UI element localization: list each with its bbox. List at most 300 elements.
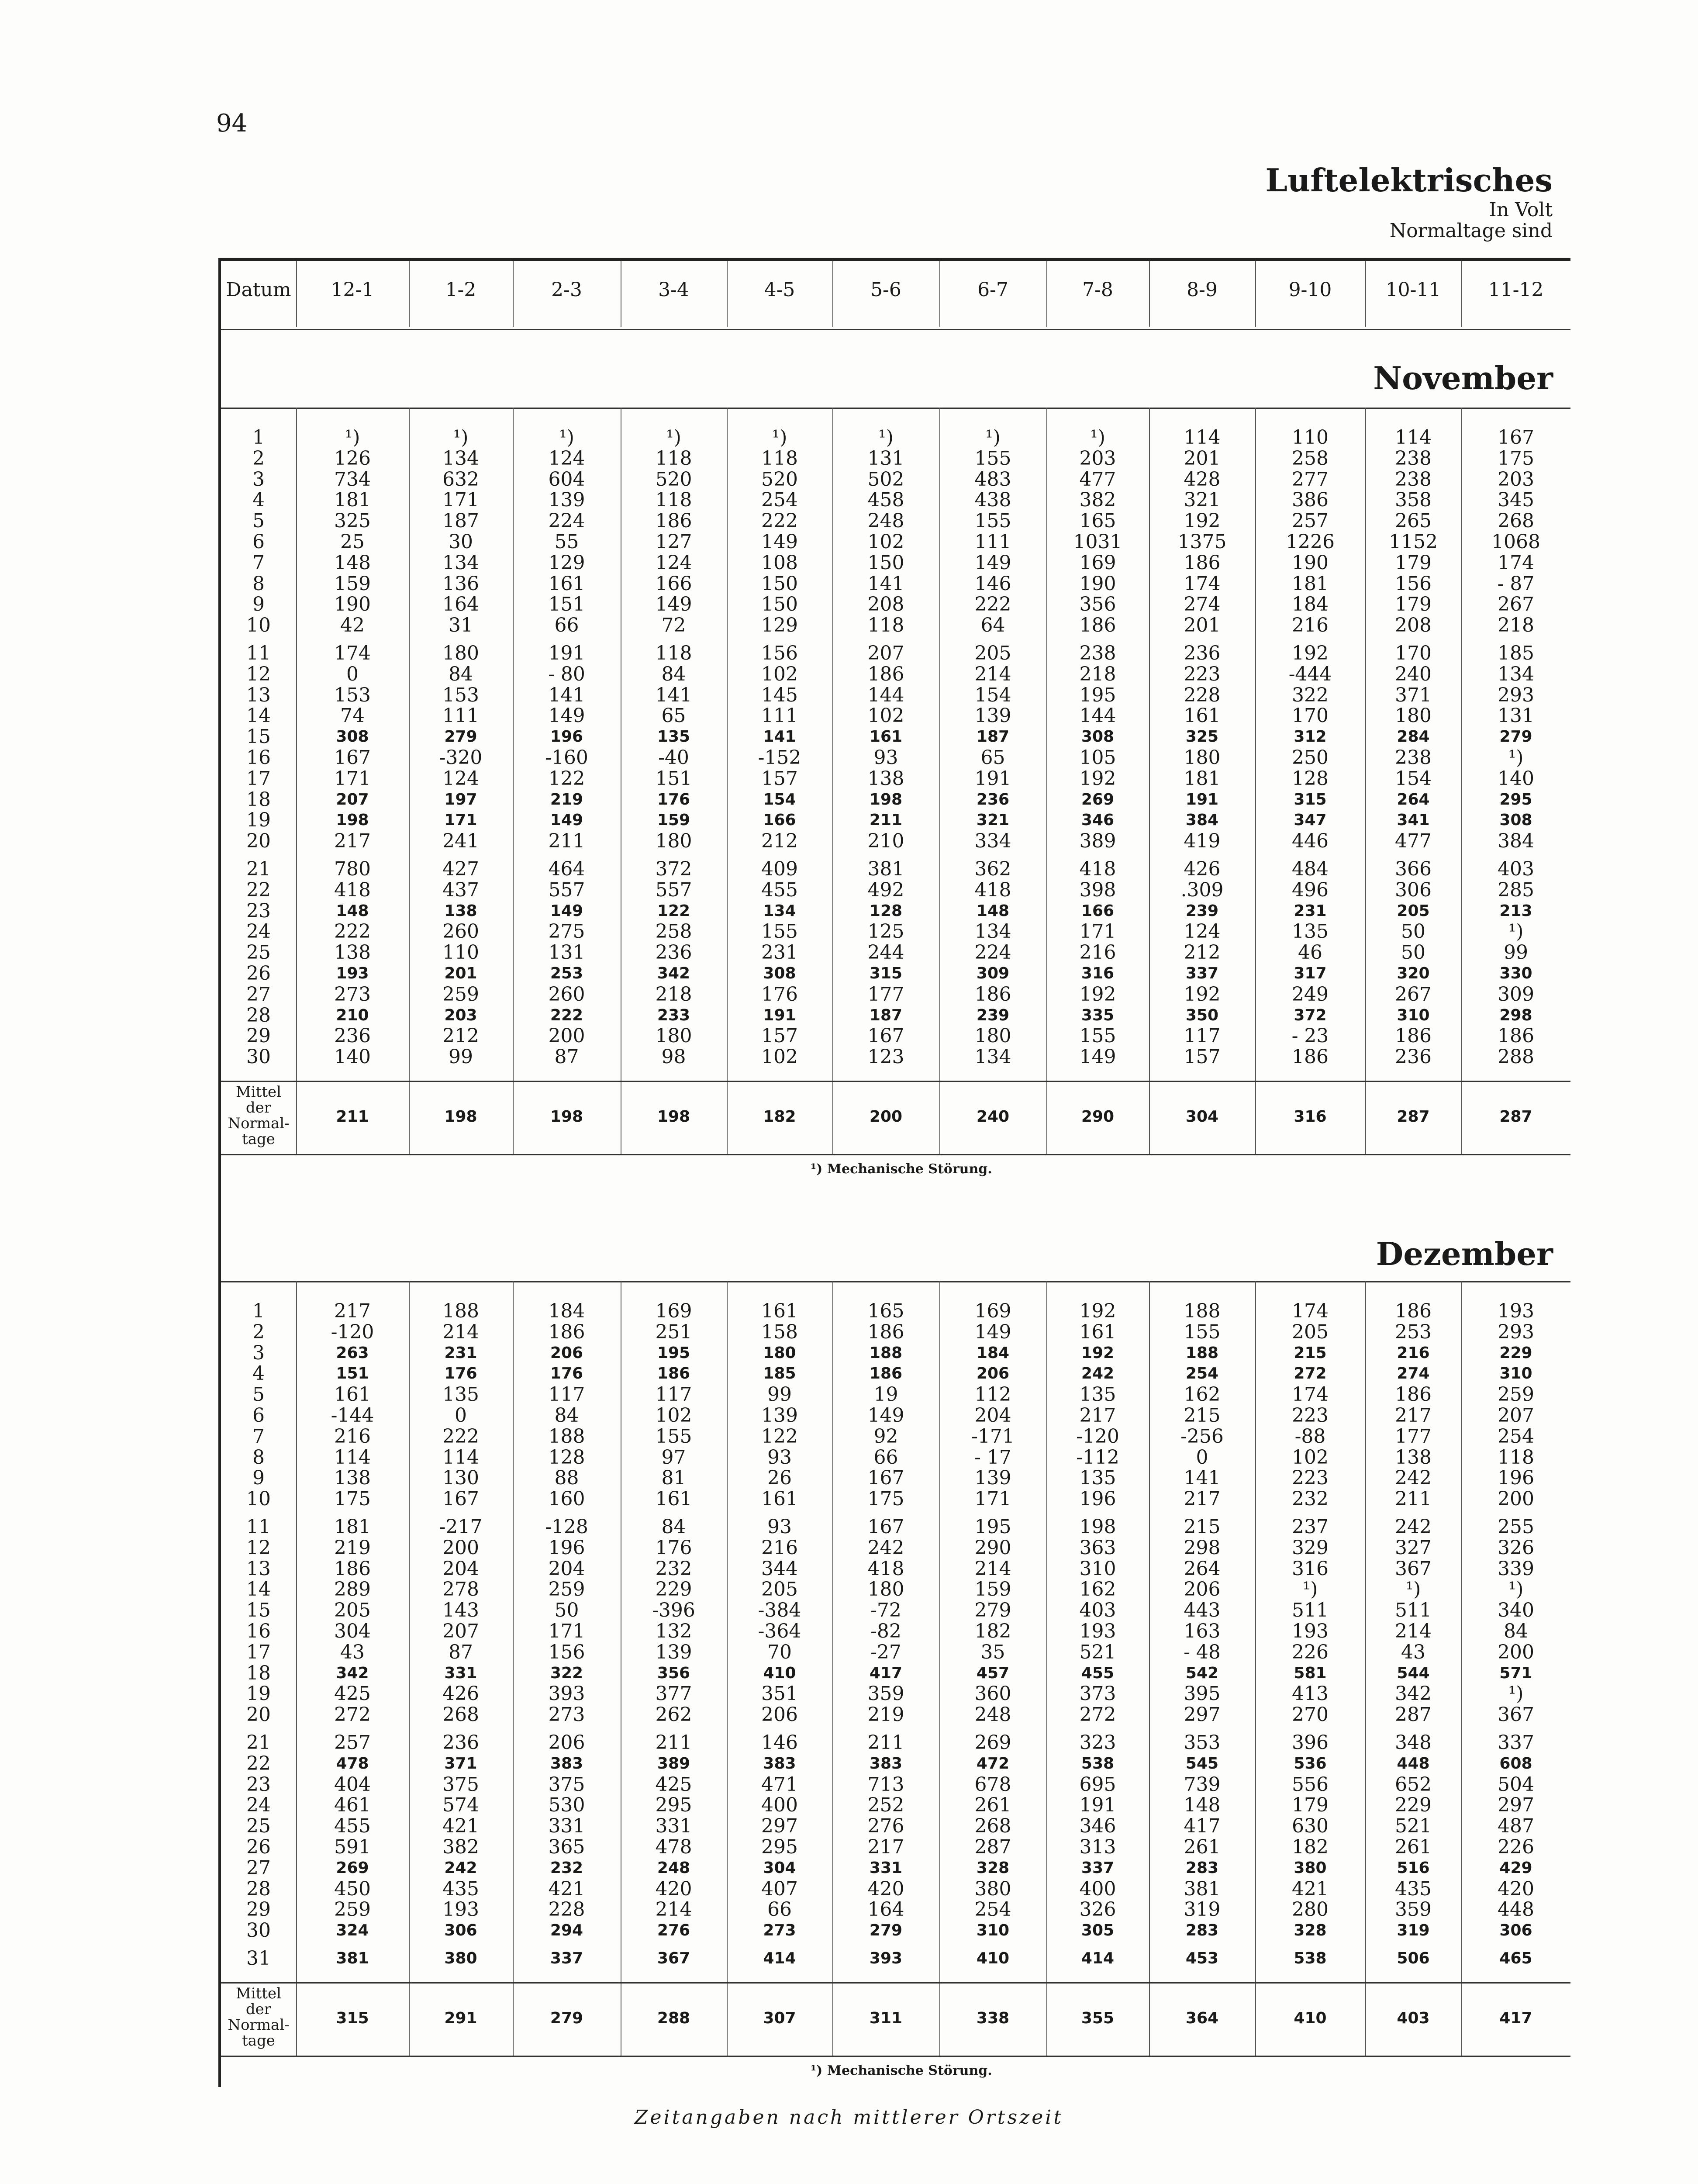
average-value: 200 xyxy=(869,1108,903,1126)
table-cell: 153 xyxy=(334,684,371,706)
table-cell: 128 xyxy=(1292,767,1329,790)
table-cell: 253 xyxy=(550,964,583,982)
table-cell: 124 xyxy=(442,767,479,790)
table-cell: 35 xyxy=(980,1641,1005,1663)
table-cell: 269 xyxy=(1081,790,1115,809)
table-cell: 239 xyxy=(976,1006,1010,1024)
day-label: 20 xyxy=(246,1704,271,1726)
day-label: 24 xyxy=(246,920,271,943)
day-label: 9 xyxy=(252,593,265,616)
table-cell: 25 xyxy=(340,531,365,553)
table-cell: 141 xyxy=(763,728,796,746)
table-cell: 308 xyxy=(763,964,796,982)
table-cell: 320 xyxy=(1397,964,1430,982)
table-cell: 389 xyxy=(657,1754,690,1773)
table-cell: 229 xyxy=(1499,1344,1532,1362)
table-cell: 204 xyxy=(548,1557,585,1580)
table-cell: 145 xyxy=(761,684,798,706)
table-cell: 217 xyxy=(1079,1404,1116,1427)
day-label: 4 xyxy=(252,1362,265,1385)
table-cell: 237 xyxy=(1292,1516,1329,1538)
table-cell: 264 xyxy=(1184,1557,1221,1580)
table-cell: 206 xyxy=(1184,1578,1221,1601)
average-value: 315 xyxy=(336,2009,369,2027)
table-cell: 344 xyxy=(761,1557,798,1580)
table-cell: 228 xyxy=(548,1898,585,1921)
table-cell: 211 xyxy=(1395,1488,1432,1510)
table-cell: 425 xyxy=(655,1773,692,1796)
column-divider xyxy=(1046,408,1047,1155)
table-cell: 186 xyxy=(1395,1025,1432,1047)
table-cell: 581 xyxy=(1294,1664,1327,1682)
table-cell: 353 xyxy=(1184,1731,1221,1754)
table-cell: ¹) xyxy=(1508,1683,1524,1705)
table-cell: -82 xyxy=(870,1620,901,1642)
table-cell: 174 xyxy=(334,642,371,664)
table-cell: 288 xyxy=(1498,1046,1534,1068)
table-cell: 180 xyxy=(763,1344,796,1362)
table-cell: 111 xyxy=(442,705,479,727)
table-cell: 134 xyxy=(974,1046,1011,1068)
average-value: 211 xyxy=(336,1108,369,1126)
table-cell: 19 xyxy=(873,1383,898,1406)
table-cell: -171 xyxy=(971,1425,1015,1448)
table-cell: ¹) xyxy=(772,426,787,449)
table-cell: 84 xyxy=(661,1516,686,1538)
table-cell: 156 xyxy=(548,1641,585,1663)
table-cell: 295 xyxy=(1499,790,1532,809)
table-cell: 141 xyxy=(867,572,904,595)
table-cell: 381 xyxy=(867,858,904,880)
table-cell: 43 xyxy=(340,1641,365,1663)
table-cell: 331 xyxy=(655,1815,692,1838)
month-title: Dezember xyxy=(1376,1235,1553,1272)
table-cell: 193 xyxy=(1498,1300,1534,1322)
table-cell: 135 xyxy=(1079,1383,1116,1406)
table-cell: 140 xyxy=(334,1046,371,1068)
table-cell: 167 xyxy=(1498,426,1534,449)
table-cell: ¹) xyxy=(345,426,360,449)
table-cell: 248 xyxy=(867,510,904,532)
table-cell: 254 xyxy=(761,489,798,511)
table-cell: 465 xyxy=(1499,1949,1532,1967)
table-cell: 180 xyxy=(867,1578,904,1601)
table-cell: 273 xyxy=(763,1921,796,1940)
table-cell: 217 xyxy=(1395,1404,1432,1427)
table-cell: 417 xyxy=(869,1664,903,1682)
table-cell: - 17 xyxy=(974,1446,1011,1469)
table-cell: 200 xyxy=(442,1536,479,1559)
average-value: 198 xyxy=(550,1108,583,1126)
table-cell: 201 xyxy=(444,964,477,982)
table-cell: 236 xyxy=(655,941,692,964)
average-top-rule xyxy=(221,1081,1570,1082)
table-cell: 182 xyxy=(974,1620,1011,1642)
day-label: 22 xyxy=(246,1752,271,1775)
table-cell: 155 xyxy=(974,447,1011,470)
table-cell: 157 xyxy=(761,767,798,790)
table-cell: 223 xyxy=(1292,1404,1329,1427)
table-cell: 186 xyxy=(657,1365,690,1383)
day-label: 9 xyxy=(252,1467,265,1489)
table-cell: 380 xyxy=(444,1949,477,1967)
table-cell: 346 xyxy=(1081,811,1115,829)
table-cell: 128 xyxy=(869,902,903,920)
table-cell: 93 xyxy=(767,1446,792,1469)
table-cell: -144 xyxy=(331,1404,374,1427)
table-cell: 186 xyxy=(974,983,1011,1006)
table-cell: 170 xyxy=(1292,705,1329,727)
table-cell: 207 xyxy=(867,642,904,664)
table-cell: 304 xyxy=(763,1859,796,1877)
table-cell: 341 xyxy=(1397,811,1430,829)
table-cell: 111 xyxy=(974,531,1011,553)
table-cell: 200 xyxy=(1498,1641,1534,1663)
table-cell: 204 xyxy=(974,1404,1011,1427)
table-cell: 117 xyxy=(655,1383,692,1406)
table-cell: 146 xyxy=(974,572,1011,595)
table-cell: 287 xyxy=(974,1836,1011,1858)
table-cell: 180 xyxy=(1395,705,1432,727)
table-cell: 72 xyxy=(661,614,686,637)
table-cell: 295 xyxy=(761,1836,798,1858)
table-cell: 297 xyxy=(1498,1794,1534,1817)
table-cell: 461 xyxy=(334,1794,371,1817)
table-cell: 326 xyxy=(1079,1898,1116,1921)
table-cell: 393 xyxy=(548,1683,585,1705)
table-cell: 574 xyxy=(442,1794,479,1817)
day-label: 21 xyxy=(246,858,271,880)
table-cell: 212 xyxy=(442,1025,479,1047)
table-cell: 31 xyxy=(449,614,473,637)
table-cell: 181 xyxy=(1184,767,1221,790)
table-cell: 375 xyxy=(548,1773,585,1796)
table-cell: 287 xyxy=(1395,1704,1432,1726)
average-value: 287 xyxy=(1499,1108,1532,1126)
table-cell: 203 xyxy=(444,1006,477,1024)
table-cell: 222 xyxy=(550,1006,583,1024)
table-cell: 144 xyxy=(867,684,904,706)
column-header-hour: 2-3 xyxy=(551,279,582,301)
table-cell: 279 xyxy=(974,1599,1011,1622)
table-cell: 410 xyxy=(976,1949,1010,1967)
table-cell: 171 xyxy=(548,1620,585,1642)
table-cell: 138 xyxy=(444,902,477,920)
average-label: Normal- xyxy=(228,1115,290,1132)
table-cell: 117 xyxy=(548,1383,585,1406)
table-cell: 191 xyxy=(974,767,1011,790)
table-cell: 124 xyxy=(1184,920,1221,943)
table-cell: 328 xyxy=(976,1859,1010,1877)
table-cell: 179 xyxy=(1292,1794,1329,1817)
table-cell: 188 xyxy=(1184,1300,1221,1322)
table-cell: 98 xyxy=(661,1046,686,1068)
table-cell: 283 xyxy=(1185,1921,1219,1940)
table-cell: 695 xyxy=(1079,1773,1116,1796)
column-divider xyxy=(296,1281,297,2056)
table-cell: 317 xyxy=(1294,964,1327,982)
table-cell: 30 xyxy=(449,531,473,553)
table-cell: 114 xyxy=(1184,426,1221,449)
table-cell: 206 xyxy=(550,1344,583,1362)
table-cell: 308 xyxy=(1081,728,1115,746)
table-cell: -256 xyxy=(1180,1425,1224,1448)
table-cell: 383 xyxy=(869,1754,903,1773)
table-cell: 267 xyxy=(1395,983,1432,1006)
day-label: 5 xyxy=(252,1383,265,1406)
table-cell: 186 xyxy=(1395,1300,1432,1322)
table-cell: 46 xyxy=(1298,941,1322,964)
table-cell: 248 xyxy=(657,1859,690,1877)
table-cell: 366 xyxy=(1395,858,1432,880)
table-cell: 290 xyxy=(974,1536,1011,1559)
table-cell: 149 xyxy=(867,1404,904,1427)
table-cell: 187 xyxy=(976,728,1010,746)
column-header-hour: 1-2 xyxy=(445,279,476,301)
table-cell: 254 xyxy=(1185,1365,1219,1383)
table-cell: 87 xyxy=(449,1641,473,1663)
table-cell: 200 xyxy=(548,1025,585,1047)
table-cell: 345 xyxy=(1498,489,1534,511)
table-cell: 418 xyxy=(867,1557,904,1580)
column-header-hour: 12-1 xyxy=(331,279,374,301)
table-cell: 154 xyxy=(763,790,796,809)
footer-note: Zeitangaben nach mittlerer Ortszeit xyxy=(634,2106,1064,2129)
day-label: 12 xyxy=(246,663,271,685)
column-divider xyxy=(513,1281,514,2056)
day-label: 28 xyxy=(246,1004,271,1026)
table-cell: 242 xyxy=(1081,1365,1115,1383)
table-cell: 212 xyxy=(1184,941,1221,964)
table-cell: 102 xyxy=(867,531,904,553)
table-cell: 154 xyxy=(1395,767,1432,790)
table-cell: 42 xyxy=(340,614,365,637)
table-cell: ¹) xyxy=(1508,920,1524,943)
table-cell: ¹) xyxy=(1302,1578,1318,1601)
table-cell: 339 xyxy=(1498,1557,1534,1580)
table-cell: 162 xyxy=(1184,1383,1221,1406)
table-cell: 138 xyxy=(867,767,904,790)
table-cell: 367 xyxy=(1395,1557,1432,1580)
page-title: Luftelektrisches xyxy=(1265,162,1553,199)
table-cell: 520 xyxy=(761,468,798,491)
table-cell: 329 xyxy=(1292,1536,1329,1559)
table-cell: 169 xyxy=(974,1300,1011,1322)
table-cell: 283 xyxy=(1185,1859,1219,1877)
table-cell: 110 xyxy=(442,941,479,964)
column-header-hour: 11-12 xyxy=(1488,279,1544,301)
table-cell: 210 xyxy=(867,830,904,853)
table-cell: 167 xyxy=(867,1025,904,1047)
table-cell: 151 xyxy=(655,767,692,790)
day-label: 24 xyxy=(246,1794,271,1817)
table-cell: 240 xyxy=(1395,663,1432,685)
table-cell: 362 xyxy=(974,858,1011,880)
table-cell: 127 xyxy=(655,531,692,553)
table-cell: ¹) xyxy=(1405,1578,1421,1601)
table-cell: 356 xyxy=(1079,593,1116,616)
table-cell: 382 xyxy=(442,1836,479,1858)
table-cell: 125 xyxy=(867,920,904,943)
table-cell: 205 xyxy=(334,1599,371,1622)
column-divider xyxy=(1255,1281,1256,2056)
table-cell: 186 xyxy=(1079,614,1116,637)
month-top-rule xyxy=(221,408,1570,409)
column-divider xyxy=(513,408,514,1155)
table-cell: 0 xyxy=(1196,1446,1208,1469)
table-cell: 213 xyxy=(1499,902,1532,920)
table-cell: 334 xyxy=(974,830,1011,853)
table-cell: 306 xyxy=(1499,1921,1532,1940)
table-cell: 232 xyxy=(1292,1488,1329,1510)
table-cell: 196 xyxy=(1498,1467,1534,1489)
day-label: 22 xyxy=(246,878,271,901)
table-cell: 99 xyxy=(1504,941,1528,964)
table-cell: 219 xyxy=(550,790,583,809)
table-cell: 305 xyxy=(1081,1921,1115,1940)
table-cell: 421 xyxy=(548,1877,585,1900)
table-cell: 285 xyxy=(1498,878,1534,901)
table-cell: 193 xyxy=(1292,1620,1329,1642)
table-cell: 323 xyxy=(1079,1731,1116,1754)
table-cell: 206 xyxy=(976,1365,1010,1383)
column-divider xyxy=(1046,1281,1047,2056)
table-cell: 118 xyxy=(655,447,692,470)
table-cell: 346 xyxy=(1079,1815,1116,1838)
table-cell: 293 xyxy=(1498,684,1534,706)
table-cell: 218 xyxy=(655,983,692,1006)
day-label: 25 xyxy=(246,941,271,964)
table-cell: 144 xyxy=(1079,705,1116,727)
table-cell: 231 xyxy=(761,941,798,964)
table-cell: 65 xyxy=(980,746,1005,769)
table-cell: 421 xyxy=(442,1815,479,1838)
day-label: 13 xyxy=(246,684,271,706)
table-cell: 26 xyxy=(767,1467,792,1489)
table-cell: -160 xyxy=(545,746,588,769)
table-cell: - 48 xyxy=(1184,1641,1221,1663)
table-cell: 187 xyxy=(442,510,479,532)
table-cell: 0 xyxy=(455,1404,467,1427)
table-cell: 375 xyxy=(442,1773,479,1796)
table-cell: 155 xyxy=(974,510,1011,532)
table-cell: 191 xyxy=(548,642,585,664)
table-cell: 219 xyxy=(334,1536,371,1559)
table-cell: 437 xyxy=(442,878,479,901)
table-cell: 419 xyxy=(1184,830,1221,853)
day-label: 14 xyxy=(246,705,271,727)
table-cell: 205 xyxy=(974,642,1011,664)
table-cell: 175 xyxy=(1498,447,1534,470)
table-cell: - 80 xyxy=(548,663,585,685)
table-cell: 159 xyxy=(974,1578,1011,1601)
table-cell: 321 xyxy=(976,811,1010,829)
day-label: 7 xyxy=(252,551,265,574)
column-divider xyxy=(1149,1281,1150,2056)
table-cell: 161 xyxy=(869,728,903,746)
table-cell: 310 xyxy=(976,1921,1010,1940)
table-cell: 409 xyxy=(761,858,798,880)
column-header-hour: 3-4 xyxy=(658,279,689,301)
table-cell: 211 xyxy=(867,1731,904,1754)
column-header-hour: 6-7 xyxy=(977,279,1008,301)
day-label: 3 xyxy=(252,1341,265,1364)
table-cell: 188 xyxy=(869,1344,903,1362)
table-cell: 188 xyxy=(1185,1344,1219,1362)
table-cell: 280 xyxy=(1292,1898,1329,1921)
day-label: 15 xyxy=(246,1599,271,1622)
table-cell: 196 xyxy=(550,728,583,746)
table-cell: 254 xyxy=(974,1898,1011,1921)
table-cell: 250 xyxy=(1292,746,1329,769)
table-cell: 151 xyxy=(548,593,585,616)
table-cell: 203 xyxy=(1079,447,1116,470)
table-cell: 331 xyxy=(869,1859,903,1877)
table-cell: 131 xyxy=(867,447,904,470)
table-cell: 176 xyxy=(550,1365,583,1383)
table-cell: 118 xyxy=(655,489,692,511)
table-cell: 180 xyxy=(442,642,479,664)
table-cell: 268 xyxy=(442,1704,479,1726)
table-cell: 438 xyxy=(974,489,1011,511)
table-cell: 260 xyxy=(442,920,479,943)
column-header-datum: Datum xyxy=(226,279,291,301)
table-cell: 241 xyxy=(442,830,479,853)
table-cell: 102 xyxy=(761,1046,798,1068)
table-cell: 167 xyxy=(334,746,371,769)
table-cell: 315 xyxy=(869,964,903,982)
table-cell: -444 xyxy=(1288,663,1332,685)
column-divider xyxy=(727,1281,728,2056)
table-cell: 232 xyxy=(550,1859,583,1877)
table-cell: 383 xyxy=(763,1754,796,1773)
table-cell: 393 xyxy=(869,1949,903,1967)
table-cell: 224 xyxy=(974,941,1011,964)
table-cell: -72 xyxy=(870,1599,901,1622)
table-cell: 66 xyxy=(767,1898,792,1921)
day-label: 19 xyxy=(246,809,271,832)
table-cell: 180 xyxy=(655,1025,692,1047)
table-cell: 155 xyxy=(1079,1025,1116,1047)
table-cell: 502 xyxy=(867,468,904,491)
table-cell: 102 xyxy=(655,1404,692,1427)
table-cell: 190 xyxy=(334,593,371,616)
average-value: 291 xyxy=(444,2009,477,2027)
table-cell: 87 xyxy=(554,1046,579,1068)
table-cell: 139 xyxy=(974,705,1011,727)
day-label: 28 xyxy=(246,1877,271,1900)
table-cell: 171 xyxy=(444,811,477,829)
table-cell: -320 xyxy=(439,746,483,769)
table-cell: 161 xyxy=(548,572,585,595)
table-cell: 251 xyxy=(655,1320,692,1343)
table-cell: 149 xyxy=(761,531,798,553)
table-cell: 257 xyxy=(334,1731,371,1754)
table-cell: 322 xyxy=(550,1664,583,1682)
table-cell: 134 xyxy=(1498,663,1534,685)
table-cell: 238 xyxy=(1395,468,1432,491)
table-cell: -364 xyxy=(758,1620,801,1642)
table-cell: 64 xyxy=(980,614,1005,637)
table-cell: 93 xyxy=(873,746,898,769)
table-cell: 435 xyxy=(1395,1877,1432,1900)
day-label: 8 xyxy=(252,1446,265,1469)
table-cell: 139 xyxy=(655,1641,692,1663)
table-cell: 97 xyxy=(661,1446,686,1469)
table-cell: ¹) xyxy=(666,426,681,449)
table-cell: 192 xyxy=(1079,1300,1116,1322)
table-cell: 347 xyxy=(1294,811,1327,829)
